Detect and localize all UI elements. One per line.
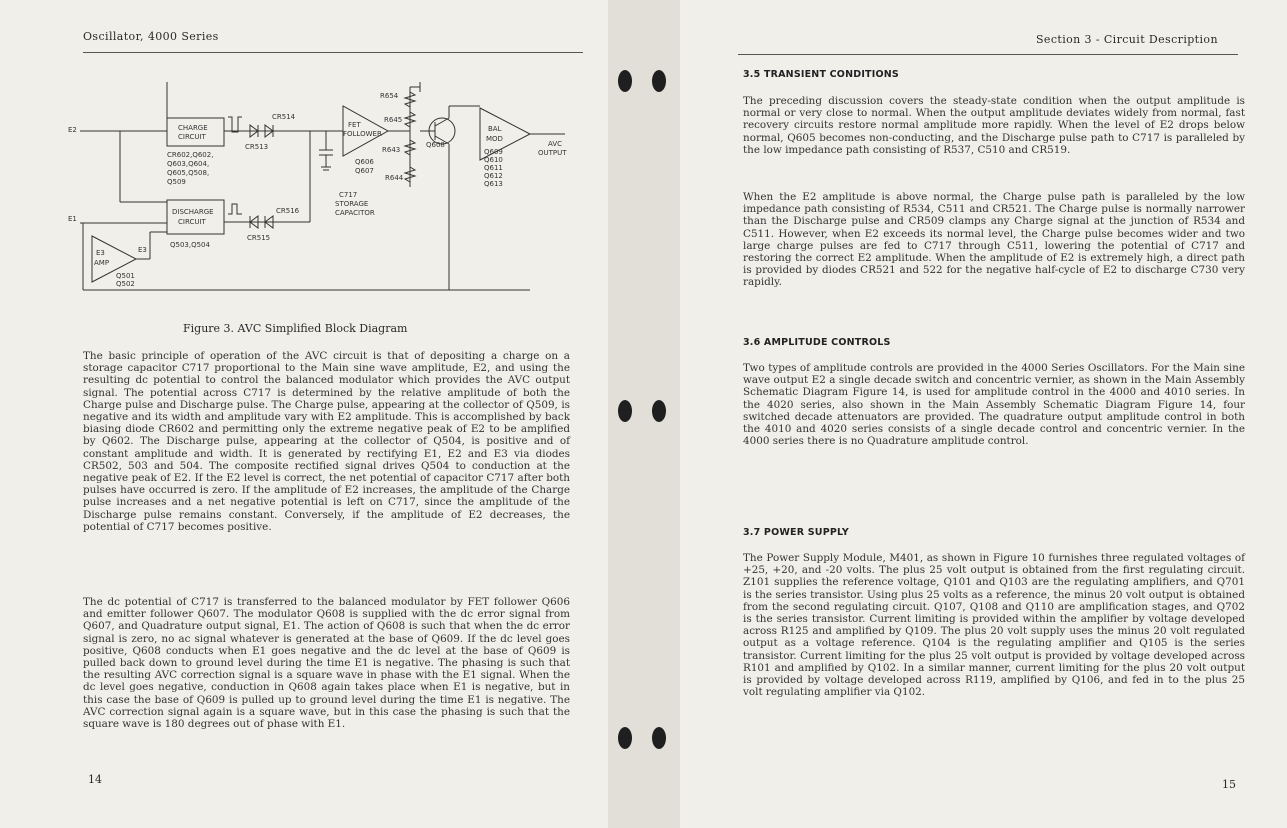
q608-label: Q608 [426,141,445,149]
q502-label: Q502 [116,280,135,288]
right-page-number: 15 [1222,778,1236,791]
figure-caption: Figure 3. AVC Simplified Block Diagram [183,322,408,335]
binding-hole [652,727,666,749]
cr515-label: CR515 [247,234,271,242]
charge-circuit-label: CIRCUIT [178,133,206,141]
section-3-7-title: 3.7 POWER SUPPLY [743,527,849,538]
discharge-label: DISCHARGE [172,208,214,216]
mod-label: MOD [486,135,503,143]
fet-label: FET [348,121,361,129]
q-discharge-label: Q503,Q504 [170,241,210,249]
charge-label: CHARGE [178,124,208,132]
binding-hole [618,70,632,92]
follower-label: FOLLOWER [343,130,382,138]
q612-label: Q612 [484,172,503,180]
section-3-7-paragraph-1: The Power Supply Module, M401, as shown in Figure 10 furnishes three regulated voltages of +25, +20, and -20 volts. The plus 25 volt output is obtained from the first regulating circuit. Z101 supplies the reference voltage, Q101 and Q103 are the regulating amplifiers, and Q701 is the series transistor. Using plus 25 volts as a reference, the minus 20 volt output is obtained from the second regulating circuit. Q107, Q108 and Q110 are amplification stages, and Q702 is the series transistor. Current limiting is provided within the amplifier by voltage developed across R125 and amplified by Q109. The plus 20 volt supply uses the minus 20 volt regulated output as a voltage reference. Q104 is the regulating amplifier and Q105 is the series transistor. Current limiting for the plus 25 volt output is provided by voltage developed across R101 and amplified by Q102. In a similar manner, current limiting for the plus 20 volt output is provided by voltage developed across R119, amplified by Q106, and fed in to the plus 25 volt regulating amplifier via Q102. [743,552,1245,699]
cr516-label: CR516 [276,207,300,215]
left-page [0,0,608,828]
section-3-5-paragraph-1: The preceding discussion covers the steady-state condition when the output amplitude is normal or very close to normal. When the output amplitude deviates widely from normal, fast recovery circuits restore normal amplitude more rapidly. When the level of E2 drops below normal, Q605 becomes non-conducting, and the Discharge pulse path to C717 is paralleled by the low impedance path consisting of R537, C510 and CR519. [743,95,1245,156]
storage-label: STORAGE [335,200,369,208]
section-3-5-title: 3.5 TRANSIENT CONDITIONS [743,69,899,80]
q611-label: Q611 [484,164,503,172]
section-3-5-paragraph-2: When the E2 amplitude is above normal, the Charge pulse path is paralleled by the low impedance path consisting of R534, C511 and CR521. The Charge pulse is normally narrower than the Discharge pulse and CR509 clamps any Charge signal at the junction of R534 and C511. However, when E2 exceeds its normal level, the Charge pulse becomes wider and two large charge pulses are fed to C717 through C511, lowering the potential of C717 and restoring the correct E2 amplitude. When the amplitude of E2 is extremely high, a direct path is provided by diodes CR521 and 522 for the negative half-cycle of E2 to discharge C730 very rapidly. [743,191,1245,289]
section-3-6-paragraph-1: Two types of amplitude controls are provided in the 4000 Series Oscillators. For the Main sine wave output E2 a single decade switch and concentric vernier, as shown in the Main Assembly Schematic Diagram Figure 14, is used for amplitude control in the 4000 and 4010 series. In the 4020 series, also shown in the Main Assembly Schematic Diagram Figure 14, four switched decade attenuators are provided. The quadrature output amplitude control in both the 4010 and 4020 series consists of a single decade control and concentric vernier. In the 4000 series there is no Quadrature amplitude control. [743,362,1245,448]
charge-circuit-box [167,118,224,146]
binding-hole [652,70,666,92]
left-page-number: 14 [88,773,102,786]
e3-out-label: E3 [138,246,147,254]
cr513-label: CR513 [245,143,269,151]
avc-label: AVC [548,140,563,148]
r643-label: R643 [382,146,401,154]
q-charge-4: Q509 [167,178,186,186]
q-charge-2: Q603,Q604, [167,160,210,168]
e3-amp-label: E3 [96,249,105,257]
c717-label: C717 [339,191,358,199]
charge-pulse-wave [228,117,242,132]
binding-hole [618,727,632,749]
left-running-header: Oscillator, 4000 Series [83,30,219,43]
cr514-label: CR514 [272,113,296,121]
amp-label: AMP [94,259,110,267]
discharge-pulse-wave [228,204,242,214]
e1-label: E1 [68,215,77,223]
q609-label: Q609 [484,148,503,156]
left-paragraph-1: The basic principle of operation of the AVC circuit is that of depositing a charge on a storage capacitor C717 proportional to the Main sine wave amplitude, E2, and using the resulting dc potential to control the balanced modulator which provides the AVC output signal. The potential across C717 is determined by the relative amplitude of both the Charge pulse and Discharge pulse. The Charge pulse, appearing at the collector of Q509, is negative and its width and amplitude vary with E2 amplitude. This is accomplished by back biasing diode CR602 and permitting only the extreme negative peak of E2 to be amplified by Q602. The Discharge pulse, appearing at the collector of Q504, is positive and of constant amplitude and width. It is generated by rectifying E1, E2 and E3 via diodes CR502, 503 and 504. The composite rectified signal drives Q504 to conduction at the negative peak of E2. If the E2 level is correct, the net potential of capacitor C717 after both pulses have occurred is zero. If the amplitude of E2 increases, the amplitude of the Charge pulse increases and a net negative potential is left on C717, since the amplitude of the Discharge pulse remains constant. Conversely, if the amplitude of E2 decreases, the potential of C717 becomes positive. [83,350,570,533]
left-paragraph-2: The dc potential of C717 is transferred to the balanced modulator by FET follower Q606 and emitter follower Q607. The modulator Q608 is supplied with the dc error signal from Q607, and Quadrature output signal, E1. The action of Q608 is such that when the dc error signal is zero, no ac signal whatever is generated at the base of Q609. If the dc level goes positive, Q608 conducts when E1 goes negative and the dc level at the base of Q609 is pulled back down to ground level during the time E1 is negative. The phasing is such that the resulting AVC correction signal is a square wave in phase with the E1 signal. When the dc level goes negative, conduction in Q608 again takes place when E1 is negative, but in this case the base of Q609 is pulled up to ground level during the time E1 is negative. The AVC correction signal again is a square wave, but in this case the phasing is such that the square wave is 180 degrees out of phase with E1. [83,596,570,731]
binding-hole [652,400,666,422]
section-3-6-title: 3.6 AMPLITUDE CONTROLS [743,337,891,348]
binding-gutter [608,0,680,828]
r644-label: R644 [385,174,404,182]
avc-block-diagram [60,72,585,312]
right-page [680,0,1287,828]
discharge-circuit-label: CIRCUIT [178,218,206,226]
q613-label: Q613 [484,180,503,188]
q607-label: Q607 [355,167,374,175]
q606-label: Q606 [355,158,374,166]
capacitor-label: CAPACITOR [335,209,375,217]
e2-label: E2 [68,126,77,134]
q-charge-1: CR602,Q602, [167,151,214,159]
discharge-circuit-box [167,200,224,234]
binding-hole [618,400,632,422]
r654-label: R654 [380,92,399,100]
bal-label: BAL [488,125,502,133]
r645-label: R645 [384,116,403,124]
q610-label: Q610 [484,156,503,164]
right-running-header: Section 3 - Circuit Description [1036,33,1218,46]
q-charge-3: Q605,Q508, [167,169,210,177]
output-label: OUTPUT [538,149,567,157]
q501-label: Q501 [116,272,135,280]
left-header-rule [83,52,583,53]
right-header-rule [738,54,1238,55]
